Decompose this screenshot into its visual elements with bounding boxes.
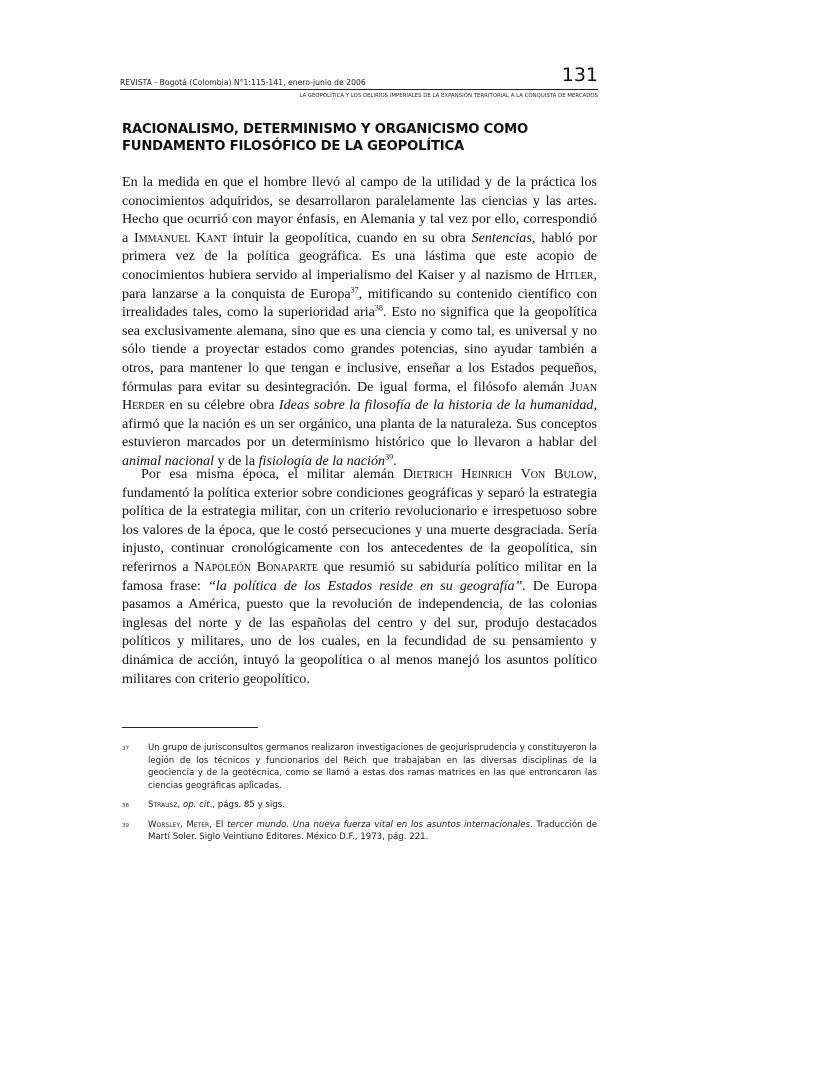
text-run: . (393, 452, 397, 469)
footnote-text (148, 799, 597, 812)
text-run: intuir la geopolítica, cuando en su obra (226, 229, 472, 246)
footnote-38 (122, 799, 597, 812)
term-fisiologia: fisiología de la nación (258, 452, 386, 469)
footnote-ref-39: 39 (385, 452, 394, 462)
text-run: En la medida en que el hombre llevó al campo de la utilidad y de la práctica los conocimientos adquiridos, se desarrollaron paralelamente las ciencias y las artes. Hecho que ocurrió con mayor énfasis, en Alemania y tal vez por ello, correspondió a (122, 174, 597, 246)
person-name-napoleon: Napoleón Bonaparte (194, 558, 318, 575)
text-run: , mitificando su contenido científico con irrealidades tales, como la superioridad aria (122, 285, 597, 321)
running-article-title: LA GEOPOLÍTICA Y LOS DELIRIOS IMPERIALES DE LA EXPANSIÓN TERRITORIAL A LA CONQUISTA DE MERCADOS (299, 93, 598, 99)
work-title-sentencias: Sentencias, (471, 229, 536, 246)
journal-citation: REVISTA - Bogotá (Colombia) N°1:115-141, enero-junio de 2006 (120, 78, 366, 87)
header-rule (120, 89, 598, 90)
quote-napoleon: “la política de los Estados reside en su geografía”. (207, 577, 526, 594)
footnote-ref-37: 37 (350, 284, 359, 294)
text-run: habló por primera vez de la política geográfica. Es una lástima que este acopio de conocimientos hubiera servido al imperialismo del Kaiser y al nazismo de (122, 229, 598, 283)
text-run: , afirmó que la nación es un ser orgánico, una planta de la naturaleza. Sus conceptos estuvieron marcados por un determinismo histórico que lo llevaron a hablar del (122, 397, 598, 451)
footnote-number: 39 (122, 822, 129, 829)
paragraph-2 (122, 465, 597, 688)
term-animal-nacional: animal nacional (122, 452, 214, 469)
footnote-opcit: op. cit (182, 800, 210, 810)
footnote-book-title: tercer mundo. Una nueva fuerza vital en los asuntos internacionales (227, 819, 531, 830)
text-run: . Traducción de Martí Soler. Siglo Veintiuno Editores. México D.F., 1973, pág. 221. (148, 819, 598, 842)
footnote-text (148, 819, 597, 844)
text-run: , para lanzarse a la conquista de Europa (122, 266, 597, 302)
page-number: 131 (561, 64, 598, 86)
text-run: . Esto no significa que la geopolítica sea exclusivamente alemana, sino que es una ciencia y como tal, es universal y no sólo tiende a proyectar estados como grandes potencias, sino ayudar también a otros, para mantener lo que tengan e inclusive, enseñar a los Estados pequeños, fórmulas para evitar su desintegración. De igual forma, el filósofo alemán (122, 304, 597, 395)
text-run: que resumió su sabiduría político militar en la famosa frase: (122, 558, 597, 594)
text-run: y de la (214, 452, 259, 469)
text-run: ., págs. 85 y sigs. (209, 800, 285, 810)
text-run: , fundamentó la política exterior sobre condiciones geográficas y separó la estrategia política de la estrategia militar, con un criterio revolucionario e irrespetuoso sobre los valores de la época, que le costó persecuciones y una muerte desgraciada. Sería injusto, continuar cronológicamente con los antecedentes de la geopolítica, sin referirnos a (122, 466, 597, 575)
section-heading-line-2: FUNDAMENTO FILOSÓFICO DE LA GEOPOLÍTICA (122, 139, 464, 154)
text-run: , El (209, 819, 228, 830)
footnote-37 (122, 742, 597, 792)
text-run: en su célebre obra (164, 397, 279, 414)
paragraph-1 (122, 173, 597, 471)
footnote-ref-38: 38 (374, 303, 383, 313)
footnote-number: 38 (122, 803, 129, 809)
person-name-kant: Immanuel Kant (134, 229, 227, 246)
section-heading (122, 121, 542, 155)
text-run: De Europa pasamos a América, puesto que la revolución de independencia, de las colonias inglesas del norte y de las españolas del centro y del sur, produjo destacados políticos y militares, uno de los cuales, en la fecundidad de su pensamiento y dinámica de acción, intuyó la geopolítica o al menos manejó los asuntos político militares con criterio geopolítico. (122, 577, 598, 687)
person-name-hitler: Hitler (554, 266, 594, 283)
footnotes (122, 742, 597, 851)
footnote-text: Un grupo de jurisconsultos germanos realizaron investigaciones de geojurisprudencia y constituyeron la legión de los técnicos y funcionarios del Reich que trabajaban en las diversas disciplinas de la geociencia y de la geotécnica, como se llamó a estas dos ramas matrices en las que entroncaron las ciencias geográficas aplicadas. (148, 743, 597, 791)
text-run: Por esa misma época, el militar alemán (141, 466, 403, 482)
footnote-author: Worsley, Meter (148, 819, 210, 830)
footnote-39 (122, 819, 597, 844)
footnote-number: 37 (122, 746, 129, 752)
footnote-author: Strausz (148, 800, 178, 810)
section-heading-line-1: RACIONALISMO, DETERMINISMO Y ORGANICISMO COMO (122, 122, 529, 137)
work-title-ideas: Ideas sobre la filosofía de la historia de la humanidad (278, 397, 594, 414)
person-name-herder: Juan Herder (122, 378, 597, 414)
footnote-separator (122, 727, 258, 728)
person-name-bulow: Dietrich Heinrich Von Bulow (402, 466, 594, 482)
text-run: , (177, 800, 183, 810)
